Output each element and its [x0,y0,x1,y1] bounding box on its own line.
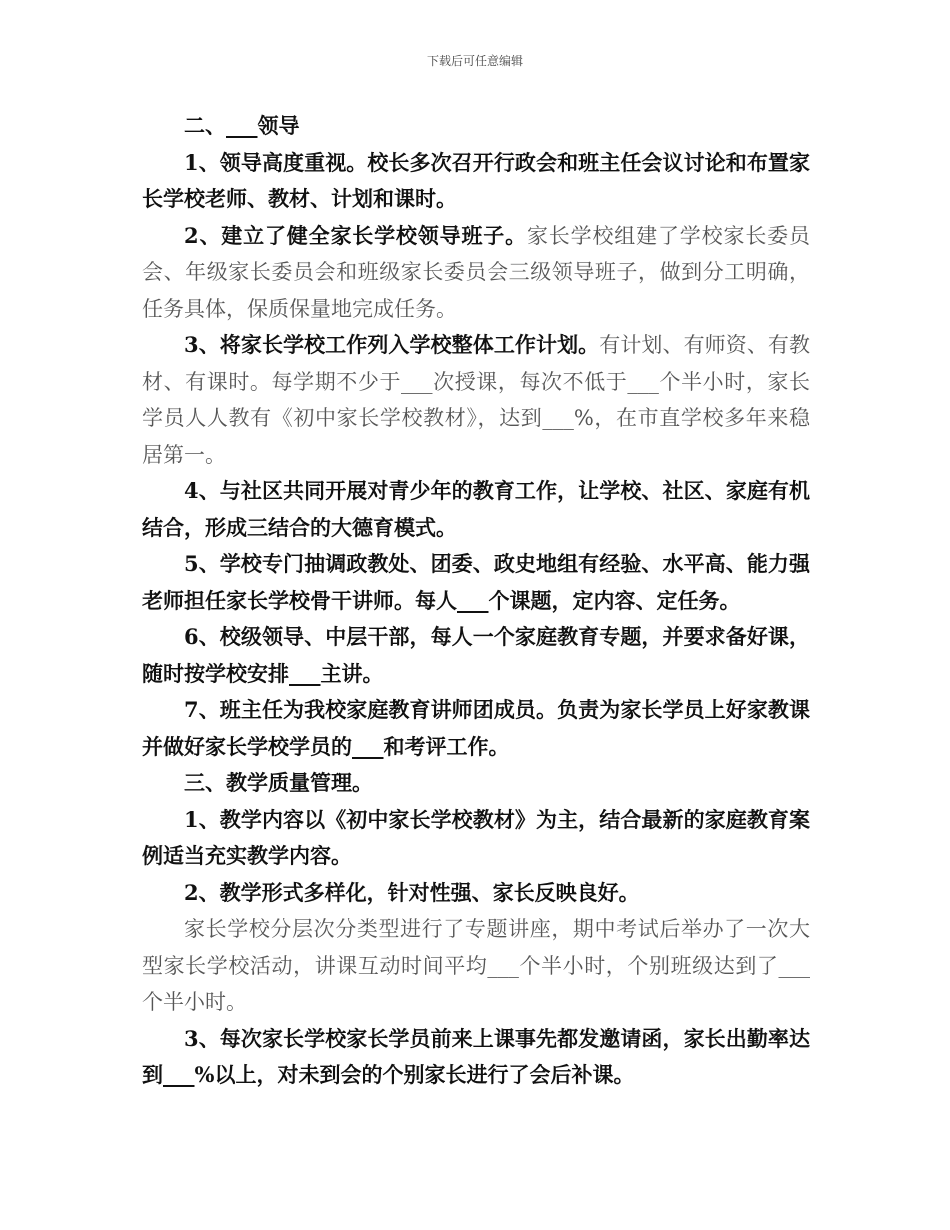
paragraph-item [142,911,810,1021]
page-header-note: 下载后可任意编辑 [426,54,523,68]
paragraph-bold-text: 1、教学内容以《初中家长学校教材》为主，结合最新的家庭教育案例适当充实教学内容。 [142,806,810,868]
paragraph-bold-text: 4、与社区共同开展对青少年的教育工作，让学校、社区、家庭有机结合，形成三结合的大德育模式。 [142,478,810,540]
paragraph-body-text: 家长学校分层次分类型进行了专题讲座，期中考试后举办了一次大型家长学校活动，讲课互动时间平均___个半小时，个别班级达到了___个半小时。 [142,917,810,1014]
paragraph-bold-text: 5、学校专门抽调政教处、团委、政史地组有经验、水平高、能力强老师担任家长学校骨干讲师。每人___个课题，定内容、定任务。 [142,551,810,613]
paragraph-item [142,218,810,328]
paragraph-bold-text: 二、___领导 [184,113,300,138]
paragraph-bold-text: 2、教学形式多样化，针对性强、家长反映良好。 [184,879,640,905]
paragraph-body-text: 家长学校组建了学校家长委员会、年级家长委员会和班级家长委员会三级领导班子，做到分工明确，任务具体，保质保量地完成任务。 [142,223,810,321]
paragraph-item [142,145,810,218]
paragraph-body-text: 有计划、有师资、有教材、有课时。每学期不少于___次授课，每次不低于___个半小时，家长学员人人教有《初中家长学校教材》，达到___%，在市直学校多年来稳居第一。 [142,333,810,467]
paragraph-bold-text: 3、将家长学校工作列入学校整体工作计划。 [184,332,600,357]
paragraph-bold-text: 2、建立了健全家长学校领导班子。 [184,222,527,248]
paragraph-bold-text: 7、班主任为我校家庭教育讲师团成员。负责为家长学员上好家教课并做好家长学校学员的___和考评工作。 [142,697,810,759]
section-heading-quality [142,765,810,802]
paragraph-item [142,327,810,473]
paragraph-item [142,619,810,692]
paragraph-item [142,473,810,546]
paragraph-item [142,1021,810,1094]
paragraph-item [142,546,810,619]
paragraph-item [142,692,810,765]
paragraph-item [142,875,810,912]
paragraph-bold-text: 1、领导高度重视。校长多次召开行政会和班主任会议讨论和布置家长学校老师、教材、计划和课时。 [142,149,810,211]
paragraph-item [142,802,810,875]
document-body [142,108,810,1094]
paragraph-bold-text: 3、每次家长学校家长学员前来上课事先都发邀请函，家长出勤率达到___%以上，对未到会的个别家长进行了会后补课。 [142,1025,810,1087]
paragraph-bold-text: 6、校级领导、中层干部，每人一个家庭教育专题，并要求备好课，随时按学校安排___主讲。 [142,624,810,686]
paragraph-bold-text: 三、教学质量管理。 [184,770,373,795]
section-heading-leadership [142,108,810,145]
